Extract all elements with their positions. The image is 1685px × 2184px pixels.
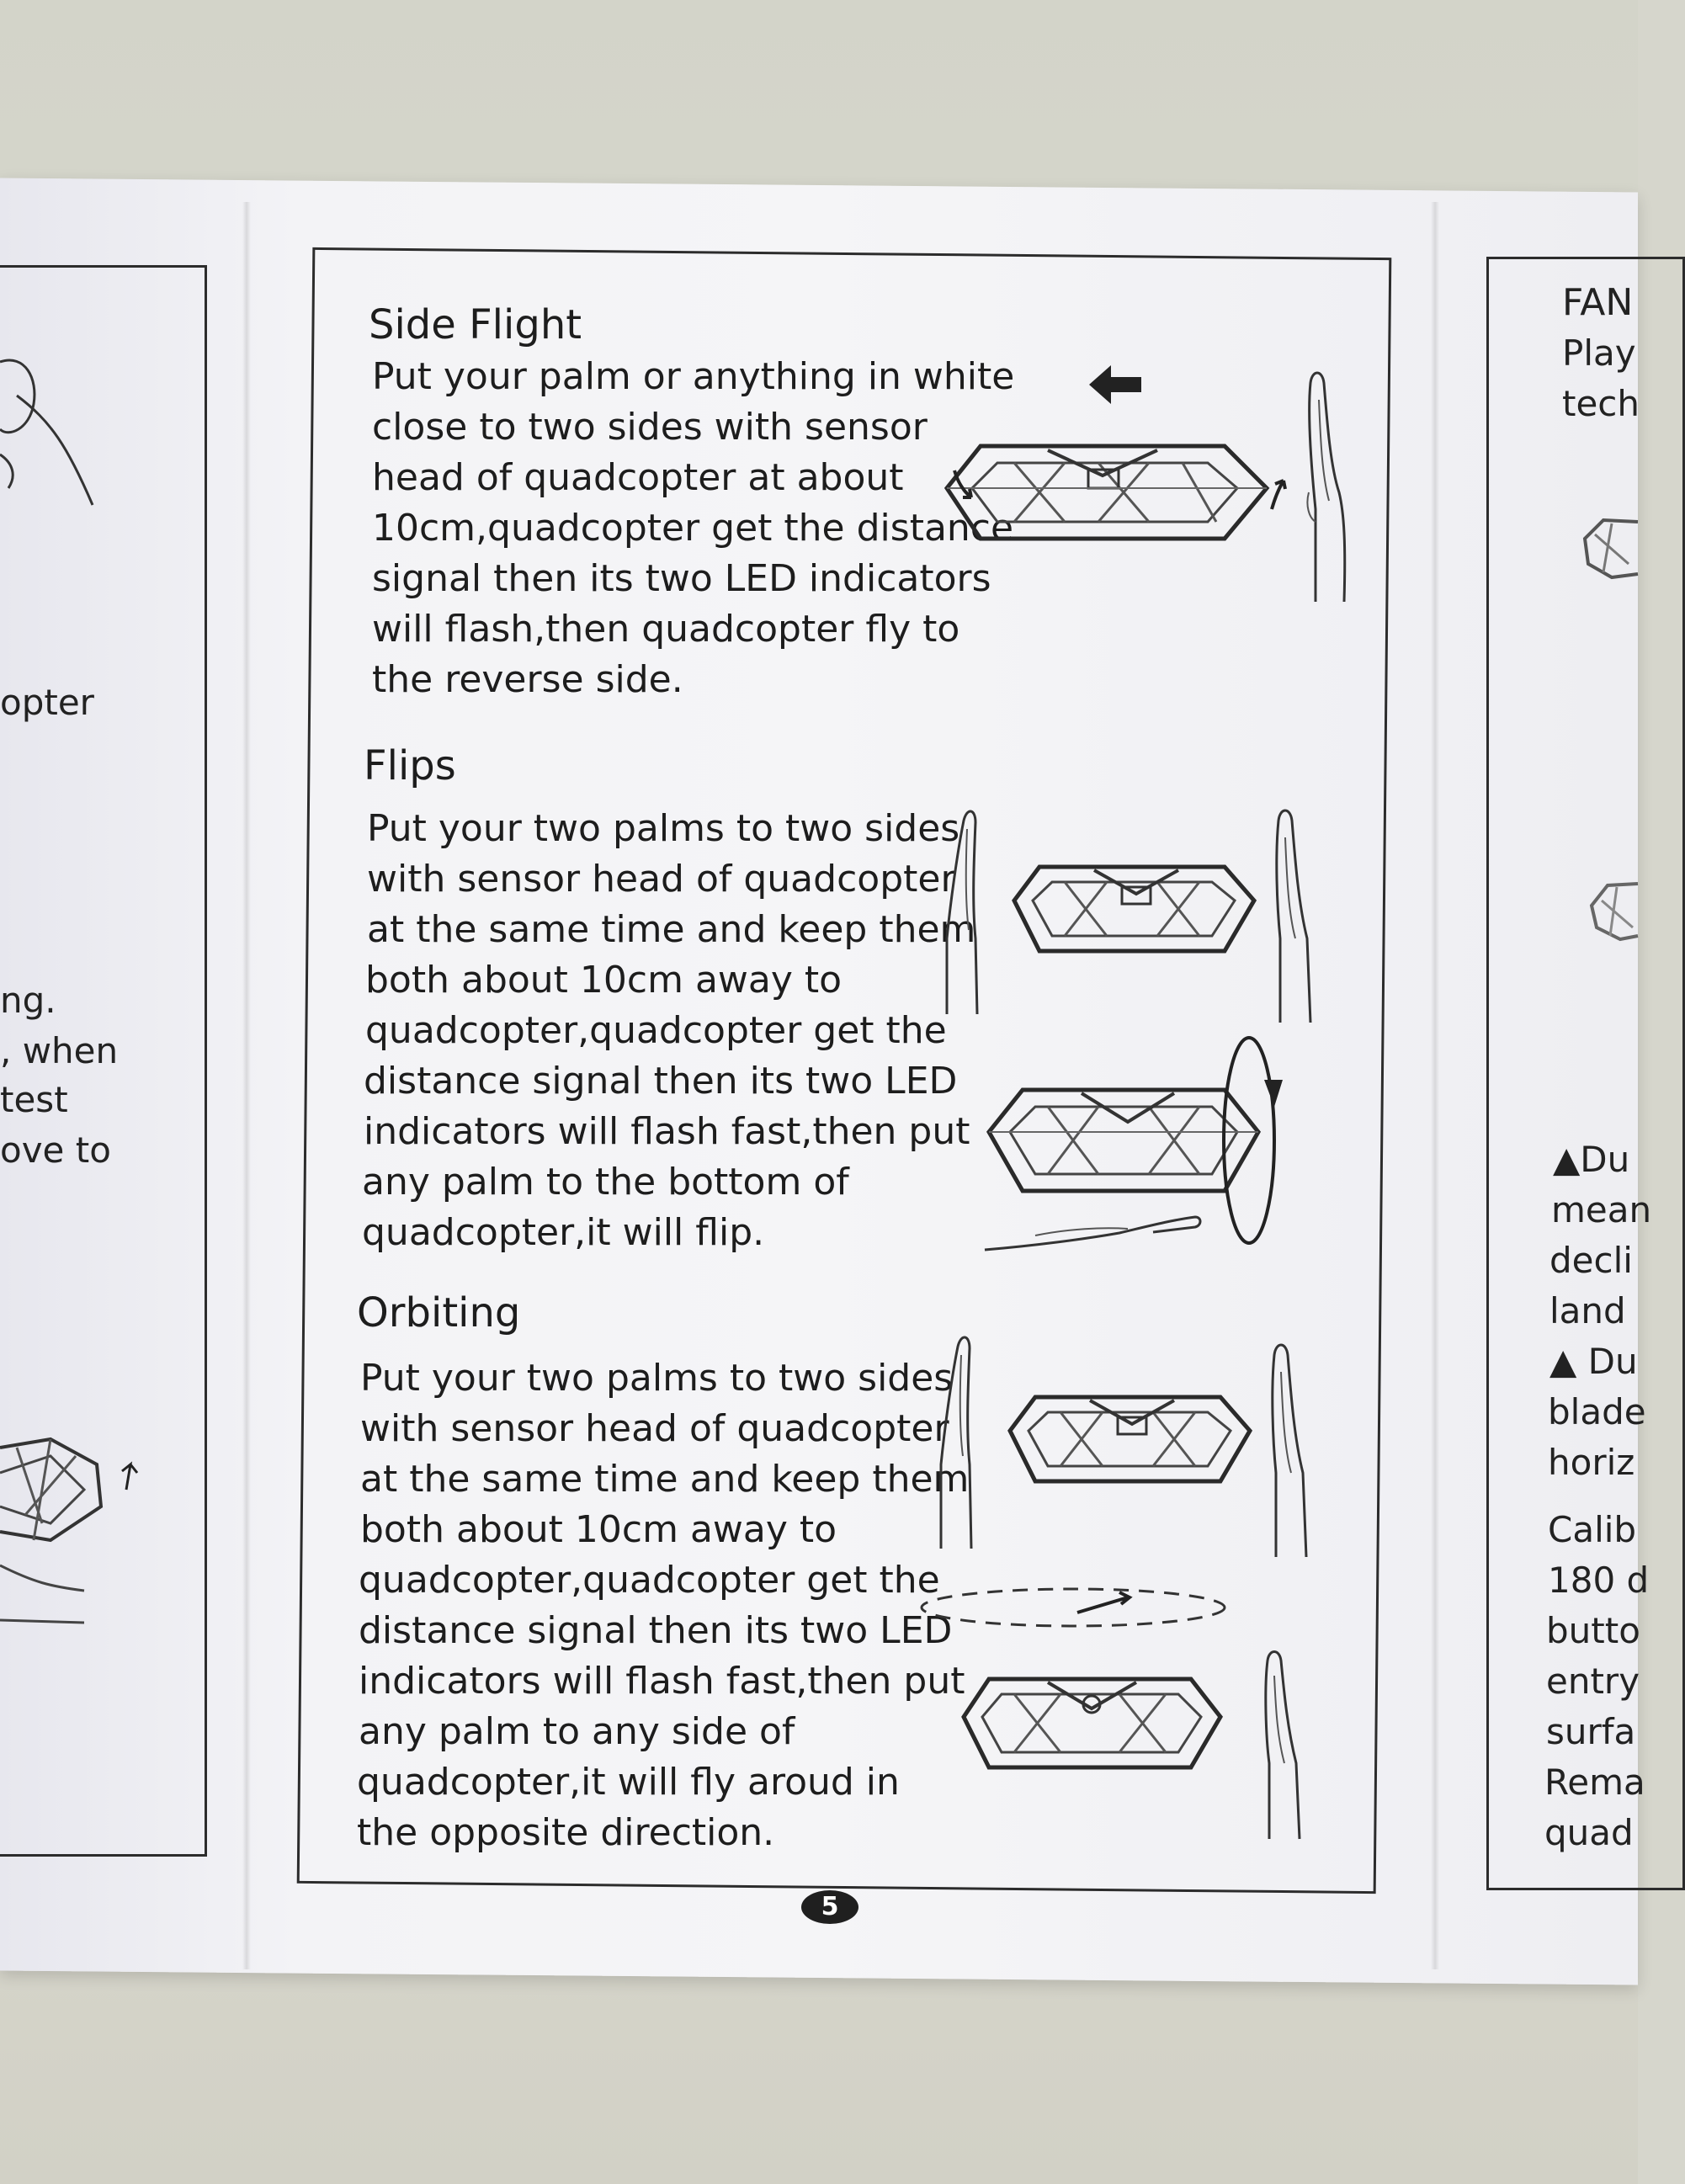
left-fragment: , when: [0, 1030, 119, 1071]
section-title-orbiting: Orbiting: [357, 1289, 521, 1336]
left-fragment: opter: [0, 682, 94, 723]
hand-icon: [0, 328, 109, 513]
text-line: signal then its two LED indicators: [372, 557, 991, 600]
right-fragment: ▲ Du: [1549, 1341, 1638, 1382]
quadcopter-icon: [1578, 513, 1638, 581]
right-fragment: entry: [1546, 1661, 1640, 1702]
right-fragment: butto: [1546, 1610, 1640, 1651]
left-fragment: test: [0, 1079, 68, 1120]
page-fold-right: [1431, 202, 1439, 1969]
right-fragment: mean: [1551, 1189, 1652, 1230]
text-line: close to two sides with sensor: [372, 406, 928, 449]
text-line: the reverse side.: [372, 658, 683, 701]
hand-icon: [1256, 1645, 1315, 1839]
right-fragment: surfa: [1546, 1711, 1636, 1752]
text-line: distance signal then its two LED: [364, 1060, 958, 1103]
quadcopter-icon: [0, 1431, 151, 1633]
text-line: indicators will flash fast,then put: [359, 1660, 965, 1703]
text-line: distance signal then its two LED: [359, 1609, 953, 1652]
orbit-path-icon: [917, 1582, 1229, 1633]
right-fragment: ▲Du: [1553, 1139, 1630, 1180]
left-fragment: ng.: [0, 980, 56, 1021]
section-title-side-flight: Side Flight: [369, 301, 582, 348]
quadcopter-icon: [964, 1671, 1225, 1780]
rotate-arrow-icon: [1219, 1031, 1286, 1250]
text-line: quadcopter,quadcopter get the: [359, 1559, 940, 1602]
text-line: Put your two palms to two sides: [360, 1357, 954, 1400]
arrow-left-icon: [1086, 362, 1145, 408]
text-line: the opposite direction.: [357, 1811, 775, 1854]
text-line: 10cm,quadcopter get the distance: [372, 507, 1014, 550]
hand-icon: [1300, 366, 1359, 602]
hand-icon: [985, 1204, 1204, 1254]
right-fragment: Rema: [1544, 1762, 1645, 1803]
page-number-badge: 5: [801, 1890, 858, 1924]
quadcopter-icon: [947, 438, 1284, 589]
text-line: at the same time and keep them: [360, 1458, 970, 1501]
text-line: will flash,then quadcopter fly to: [372, 608, 960, 651]
quadcopter-icon: [1014, 858, 1258, 968]
quadcopter-icon: [1587, 875, 1638, 943]
text-line: with sensor head of quadcopter: [360, 1407, 949, 1450]
hand-icon: [1267, 804, 1326, 1023]
text-line: at the same time and keep them: [367, 908, 976, 951]
right-fragment: 180 d: [1548, 1560, 1650, 1601]
left-fragment: ove to: [0, 1129, 111, 1171]
right-fragment: land: [1549, 1290, 1626, 1331]
right-fragment: horiz: [1548, 1442, 1635, 1483]
text-line: Put your palm or anything in white: [372, 355, 1015, 398]
text-line: Put your two palms to two sides: [367, 807, 960, 850]
rotate-arrow-icon: [1267, 476, 1292, 513]
right-fragment: Calib: [1548, 1509, 1637, 1550]
text-line: both about 10cm away to: [360, 1508, 837, 1551]
text-line: any palm to any side of: [359, 1710, 795, 1753]
text-line: head of quadcopter at about: [372, 456, 904, 499]
text-line: both about 10cm away to: [365, 959, 842, 1002]
rotate-arrow-icon: [951, 467, 976, 505]
text-line: quadcopter,it will flip.: [362, 1211, 765, 1254]
text-line: with sensor head of quadcopter: [367, 858, 956, 901]
hand-icon: [938, 804, 997, 1014]
quadcopter-icon: [1010, 1389, 1254, 1498]
hand-icon: [1262, 1338, 1321, 1557]
right-fragment: Play: [1562, 332, 1636, 374]
page-fold-left: [242, 202, 251, 1969]
text-line: any palm to the bottom of: [362, 1161, 849, 1204]
right-fragment: decli: [1549, 1240, 1633, 1281]
right-fragment: quad: [1544, 1812, 1634, 1853]
hand-icon: [933, 1330, 991, 1549]
right-fragment: FAN: [1562, 281, 1634, 324]
text-line: quadcopter,quadcopter get the: [365, 1009, 947, 1052]
right-fragment: blade: [1548, 1391, 1646, 1432]
text-line: quadcopter,it will fly aroud in: [357, 1761, 900, 1804]
text-line: indicators will flash fast,then put: [364, 1110, 970, 1153]
section-title-flips: Flips: [364, 742, 456, 789]
right-fragment: tech: [1562, 383, 1640, 424]
